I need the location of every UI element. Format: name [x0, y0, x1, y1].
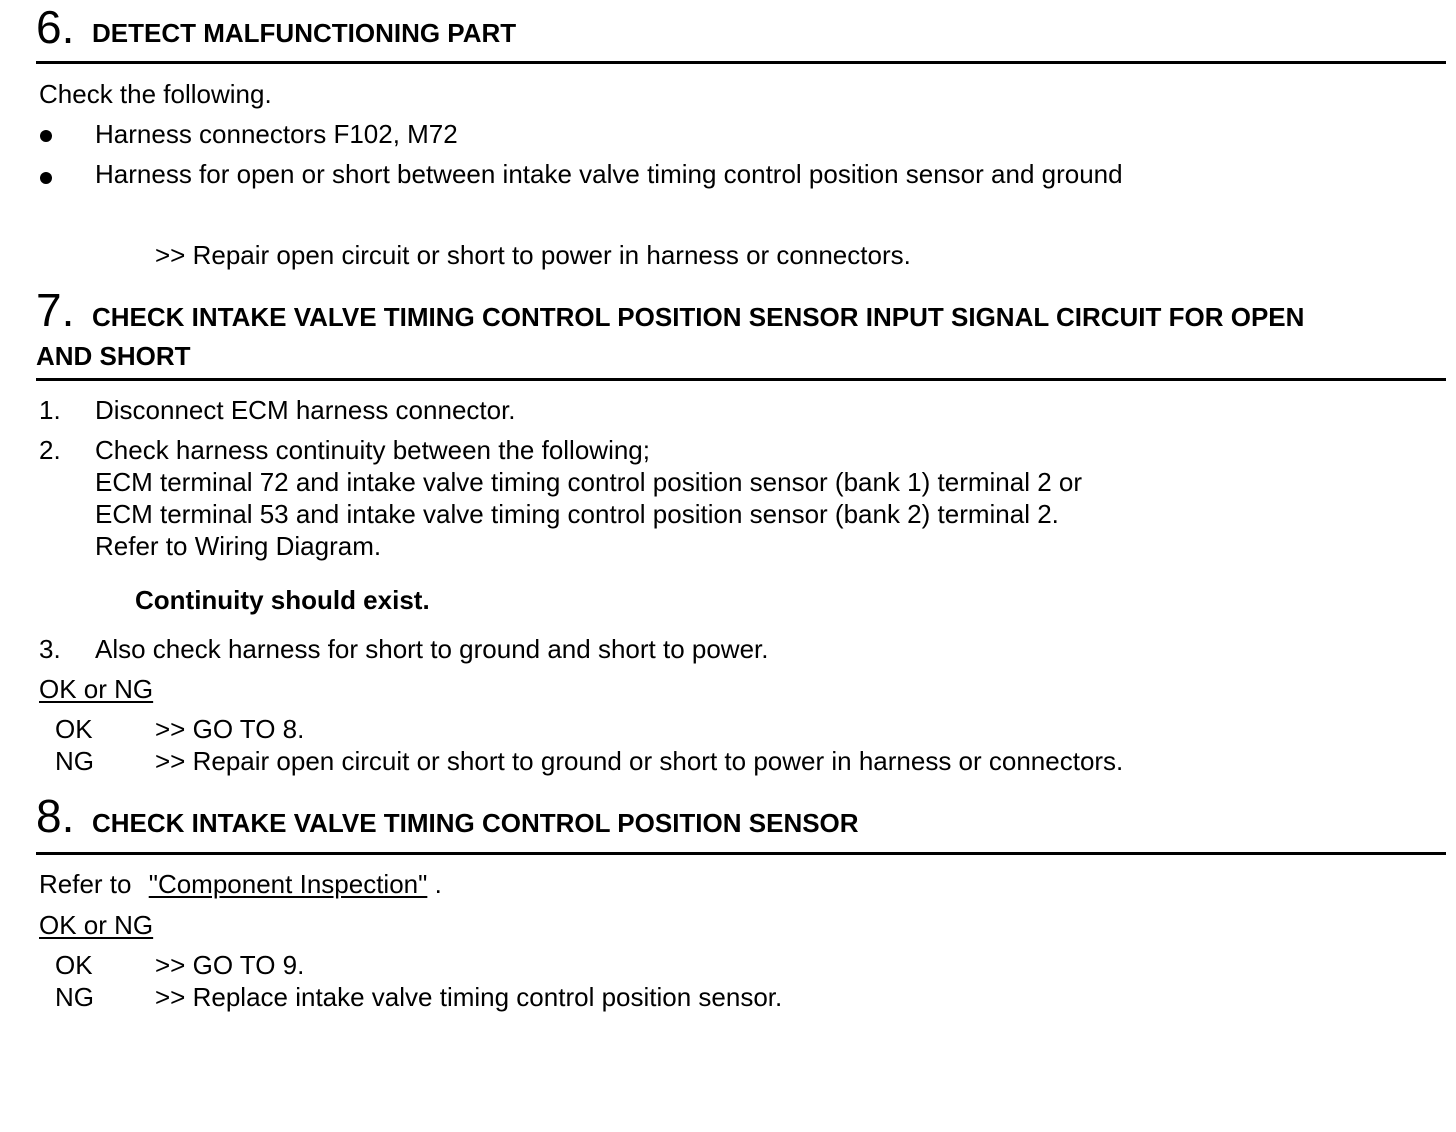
- repair-action: >> Repair open circuit or short to power in harness or connectors.: [155, 240, 911, 270]
- ng-label: NG: [55, 982, 94, 1012]
- bullet-icon: [40, 172, 52, 184]
- refer-suffix: .: [427, 869, 442, 899]
- ng-label: NG: [55, 746, 94, 776]
- step-text: Also check harness for short to ground and short to power.: [95, 634, 769, 664]
- ok-or-ng-label: OK or NG: [39, 674, 154, 704]
- check-intro: Check the following.: [39, 79, 272, 109]
- ok-label: OK: [55, 714, 93, 744]
- spec-text: Continuity should exist.: [135, 585, 430, 615]
- step-8-number: 8.: [36, 790, 75, 842]
- step-7-title-line1: CHECK INTAKE VALVE TIMING CONTROL POSITION SENSOR INPUT SIGNAL CIRCUIT FOR OPEN: [92, 302, 1305, 332]
- step-7-number: 7.: [36, 284, 75, 336]
- step-text: Check harness continuity between the following;: [95, 435, 650, 465]
- step-text: ECM terminal 72 and intake valve timing control position sensor (bank 1) terminal 2 or: [95, 467, 1083, 497]
- ok-action: >> GO TO 9.: [155, 950, 305, 980]
- refer-prefix: Refer to: [39, 869, 139, 899]
- ok-label: OK: [55, 950, 93, 980]
- step-6-title: DETECT MALFUNCTIONING PART: [92, 18, 517, 48]
- ok-or-ng-label: OK or NG: [39, 910, 154, 940]
- check-item: Harness for open or short between intake valve timing control position sensor and ground: [95, 159, 1123, 189]
- step-number: 1.: [39, 395, 61, 425]
- step-number: 2.: [39, 435, 61, 465]
- check-item: Harness connectors F102, M72: [95, 119, 458, 149]
- ng-action: >> Replace intake valve timing control position sensor.: [155, 982, 783, 1012]
- component-inspection-link[interactable]: "Component Inspection": [148, 869, 428, 899]
- step-7-title-line2: AND SHORT: [36, 341, 191, 371]
- step-text: Disconnect ECM harness connector.: [95, 395, 516, 425]
- step-6-number: 6.: [36, 1, 75, 53]
- section-divider: [36, 378, 1446, 381]
- step-8-title: CHECK INTAKE VALVE TIMING CONTROL POSITION SENSOR: [92, 808, 859, 838]
- refer-line: [39, 868, 442, 900]
- step-number: 3.: [39, 634, 61, 664]
- section-divider: [36, 852, 1446, 855]
- bullet-icon: [40, 130, 52, 142]
- section-divider: [36, 61, 1446, 64]
- step-text: ECM terminal 53 and intake valve timing control position sensor (bank 2) terminal 2.: [95, 499, 1059, 529]
- step-text: Refer to Wiring Diagram.: [95, 531, 382, 561]
- ok-action: >> GO TO 8.: [155, 714, 305, 744]
- ng-action: >> Repair open circuit or short to ground or short to power in harness or connectors.: [155, 746, 1124, 776]
